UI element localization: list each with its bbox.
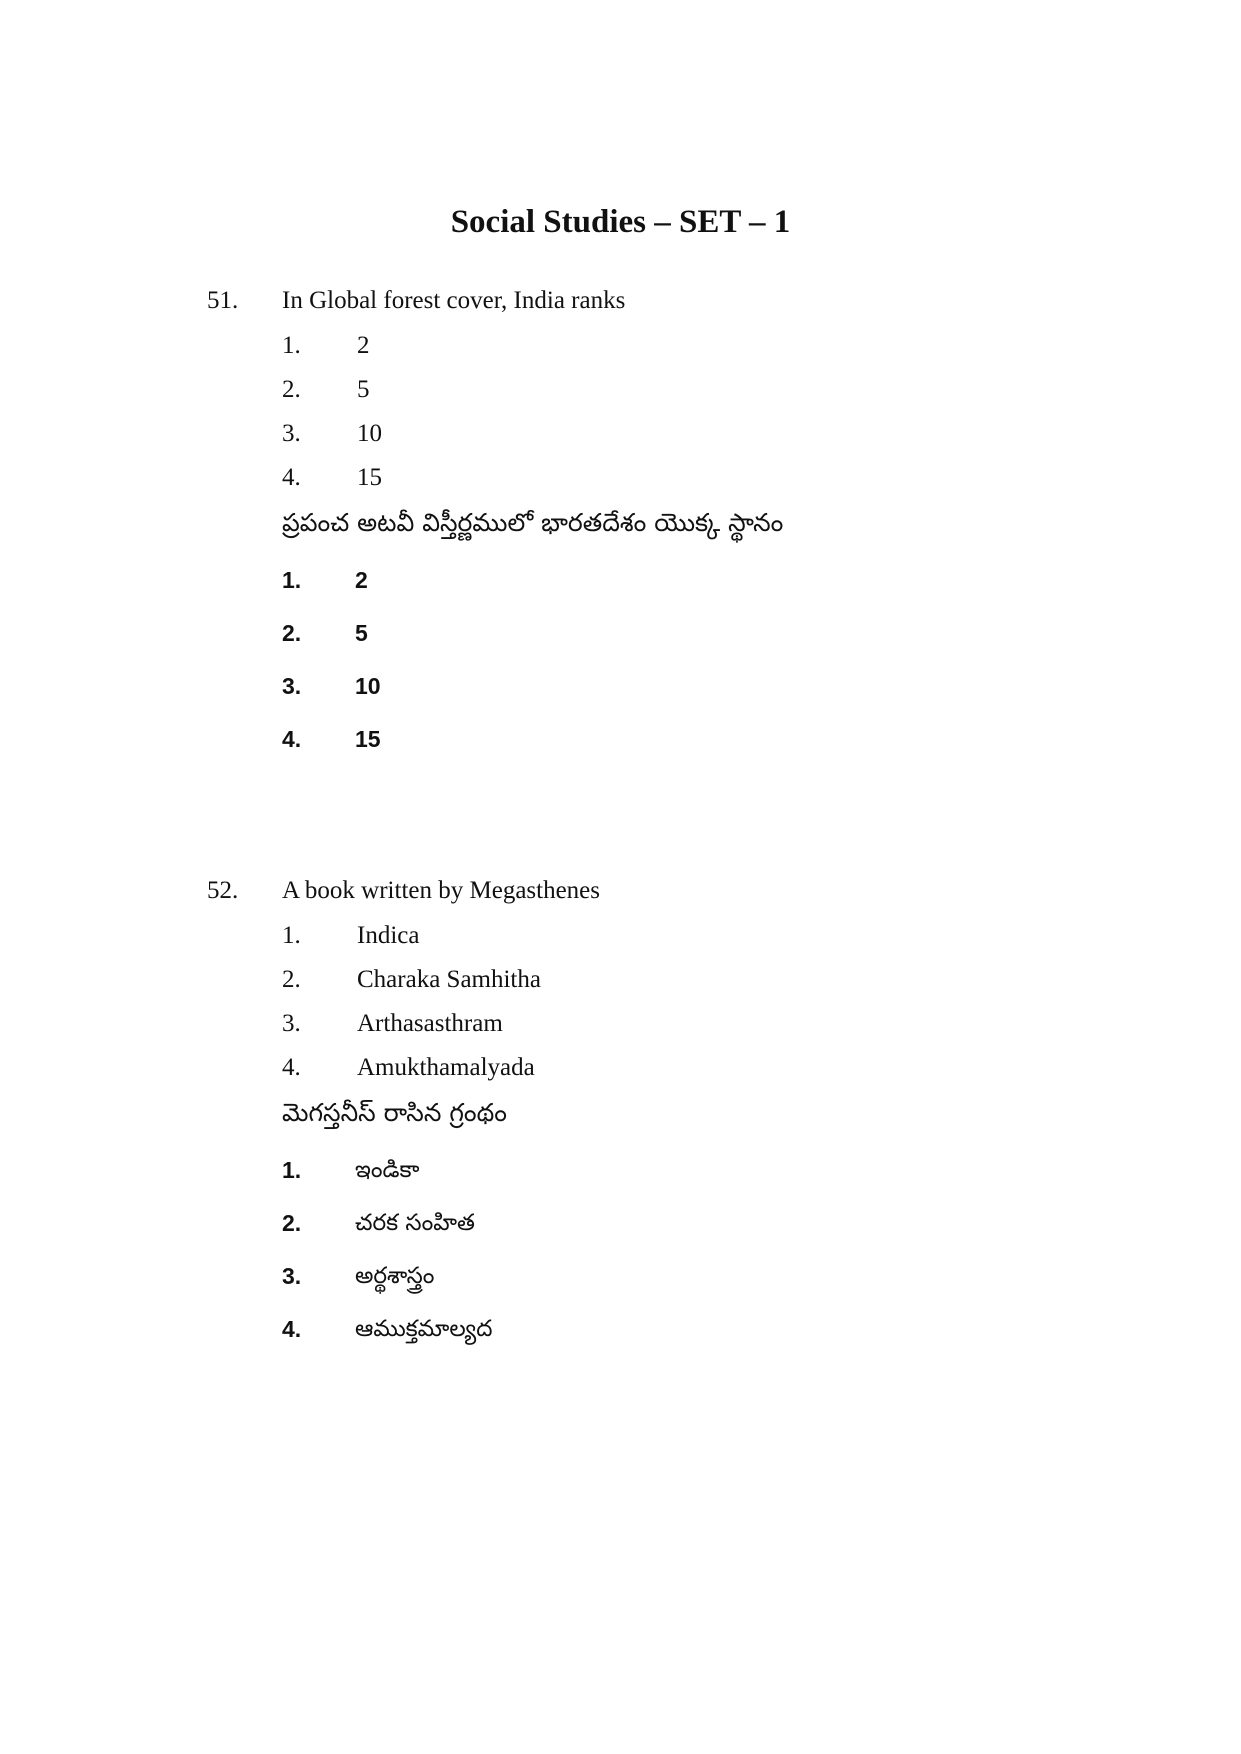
- option-number: 3.: [282, 1010, 301, 1037]
- question-text-en: In Global forest cover, India ranks: [282, 287, 626, 314]
- option-en-4: [207, 456, 1107, 500]
- option-number: 3.: [282, 673, 302, 699]
- option-te-2: [207, 607, 1107, 660]
- page-title: Social Studies – SET – 1: [450, 204, 791, 240]
- option-number: 3.: [282, 1263, 302, 1289]
- option-number: 2.: [282, 620, 302, 646]
- option-te-2: [207, 1197, 1107, 1250]
- question-stem-en: [207, 868, 1107, 914]
- question-stem-en: [207, 278, 1107, 324]
- option-te-4: [207, 713, 1107, 766]
- option-te-1: [207, 1144, 1107, 1197]
- option-number: 4.: [282, 726, 302, 752]
- option-number: 1.: [282, 567, 302, 593]
- option-text: Charaka Samhitha: [357, 966, 541, 993]
- option-text: Amukthamalyada: [357, 1054, 535, 1081]
- option-en-3: [207, 412, 1107, 456]
- option-number: 3.: [282, 420, 301, 447]
- option-en-4: [207, 1046, 1107, 1090]
- option-text: Indica: [357, 922, 420, 949]
- option-number: 1.: [282, 332, 301, 359]
- option-number: 4.: [282, 1316, 302, 1342]
- option-te-3: [207, 660, 1107, 713]
- option-en-1: [207, 914, 1107, 958]
- option-text: 15: [355, 726, 381, 752]
- option-text: ఆముక్తమాల్యద: [355, 1316, 493, 1342]
- option-text: 10: [355, 673, 381, 699]
- question-text-te: ప్రపంచ అటవీ విస్తీర్ణములో భారతదేశం యొక్క స్థానం: [282, 508, 784, 537]
- option-text: 10: [357, 420, 382, 447]
- option-number: 1.: [282, 1157, 302, 1183]
- option-text: అర్థశాస్త్రం: [355, 1263, 435, 1289]
- option-number: 4.: [282, 1054, 301, 1081]
- option-en-2: [207, 368, 1107, 412]
- option-text: 2: [355, 567, 368, 593]
- option-te-3: [207, 1250, 1107, 1303]
- option-text: ఇండికా: [355, 1157, 420, 1183]
- option-number: 2.: [282, 376, 301, 403]
- option-en-2: [207, 958, 1107, 1002]
- question-number: 52.: [207, 877, 239, 904]
- question-52: [207, 868, 1107, 1356]
- option-text: 2: [357, 332, 370, 359]
- option-text: 5: [355, 620, 368, 646]
- question-51: [207, 278, 1107, 766]
- option-te-4: [207, 1303, 1107, 1356]
- option-number: 1.: [282, 922, 301, 949]
- option-text: Arthasasthram: [357, 1010, 503, 1037]
- option-text: 15: [357, 464, 382, 491]
- option-number: 2.: [282, 1210, 302, 1236]
- option-en-1: [207, 324, 1107, 368]
- option-te-1: [207, 554, 1107, 607]
- option-number: 2.: [282, 966, 301, 993]
- option-number: 4.: [282, 464, 301, 491]
- option-text: 5: [357, 376, 370, 403]
- option-text: చరక సంహిత: [355, 1210, 475, 1236]
- question-number: 51.: [207, 287, 239, 314]
- option-en-3: [207, 1002, 1107, 1046]
- question-text-te: మెగస్తనీస్ రాసిన గ్రంథం: [282, 1098, 507, 1127]
- question-text-en: A book written by Megasthenes: [282, 877, 601, 904]
